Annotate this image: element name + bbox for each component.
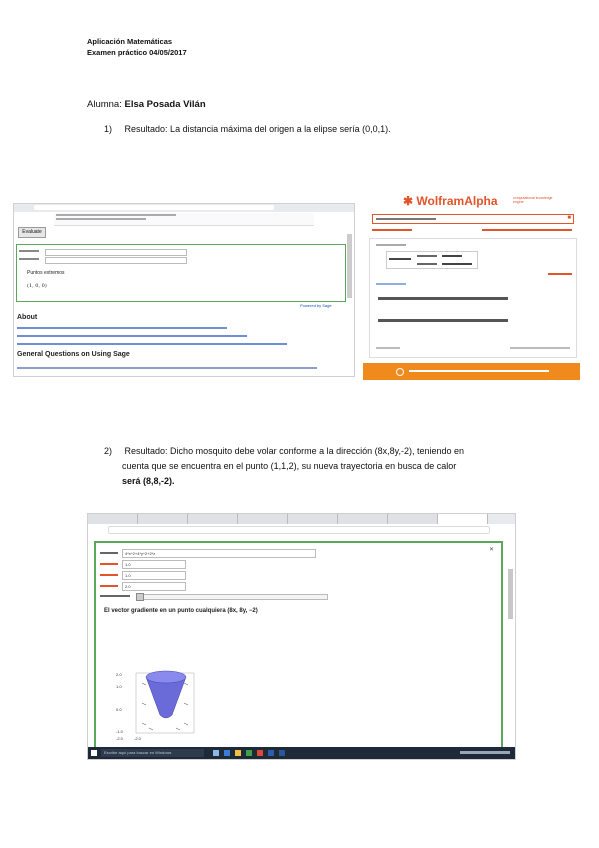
powered-by-link[interactable]: Powered by Sage xyxy=(300,303,332,308)
interact-box xyxy=(94,541,503,751)
taskbar-search-input[interactable]: Escribe aquí para buscar en Windows xyxy=(101,749,204,757)
browser-tab[interactable] xyxy=(238,514,288,524)
x-label xyxy=(100,563,118,565)
browser-tab[interactable] xyxy=(338,514,388,524)
about-line-1 xyxy=(17,327,227,329)
taskbar-app-icon[interactable] xyxy=(268,750,274,756)
q1-text: Resultado: La distancia máxima del origen a la elipse sería (0,0,1). xyxy=(124,124,391,134)
q1-number: 1) xyxy=(104,124,113,134)
taskbar-app-icon[interactable] xyxy=(224,750,230,756)
student-line xyxy=(87,97,206,112)
download-icon xyxy=(396,368,404,376)
input-table xyxy=(386,251,478,269)
screenshot-sage-cell xyxy=(13,203,355,377)
function-field-2[interactable] xyxy=(45,257,187,264)
code-area[interactable] xyxy=(54,213,314,226)
axis-tick: 1.0 xyxy=(116,684,122,689)
slider-track[interactable] xyxy=(136,594,328,600)
browser-tab[interactable] xyxy=(138,514,188,524)
function-field-1[interactable] xyxy=(45,249,187,256)
slider-handle[interactable] xyxy=(136,593,144,601)
course-title: Aplicación Matemáticas xyxy=(87,37,173,46)
z-input[interactable]: 2.0 xyxy=(122,582,186,591)
taskbar-app-icon[interactable] xyxy=(257,750,263,756)
taskbar-app-icon[interactable] xyxy=(213,750,219,756)
scrollbar[interactable] xyxy=(347,234,352,298)
maximum-line-1 xyxy=(378,297,508,300)
axis-tick: 0.0 xyxy=(116,707,122,712)
axis-tick: -2.0 xyxy=(116,736,123,741)
taskbar-app-icon[interactable] xyxy=(279,750,285,756)
wolfram-result-panel xyxy=(369,238,577,358)
about-heading: About xyxy=(17,314,38,321)
x-input[interactable]: 1.0 xyxy=(122,560,186,569)
field-label-1 xyxy=(19,250,39,252)
wolfram-logo: ✱ WolframAlpha xyxy=(403,194,498,208)
q2-line-3: será (8,8,-2). xyxy=(122,476,175,486)
paraboloid-rim xyxy=(146,671,186,683)
browser-tab-active[interactable] xyxy=(438,514,488,524)
function-input[interactable]: 4*x^2+4*y^2+2*z xyxy=(122,549,316,558)
address-bar[interactable] xyxy=(108,526,490,534)
slider-label xyxy=(100,595,130,597)
taskbar-app-icon[interactable] xyxy=(246,750,252,756)
browser-tab[interactable] xyxy=(188,514,238,524)
axis-tick: -2.0 xyxy=(134,736,141,741)
wolfram-toolbar xyxy=(372,228,572,232)
y-input[interactable]: 1.0 xyxy=(122,571,186,580)
browser-tab[interactable] xyxy=(88,514,138,524)
gradient-text: El vector gradiente en un punto cualquiera (8x, 8y, −2) xyxy=(104,608,258,614)
search-submit-icon[interactable]: ■ xyxy=(567,215,571,221)
student-label: Alumna: xyxy=(87,99,122,110)
windows-start-icon[interactable] xyxy=(91,750,97,756)
general-questions-heading: General Questions on Using Sage xyxy=(17,351,130,358)
scrollbar[interactable] xyxy=(508,569,513,619)
general-line xyxy=(17,367,317,369)
y-label xyxy=(100,574,118,576)
q2-block xyxy=(104,444,524,489)
maximum-line-2 xyxy=(378,319,508,322)
wolfram-search-input[interactable] xyxy=(372,214,574,224)
axis-tick: 2.0 xyxy=(116,672,122,677)
q2-line-2: cuenta que se encuentra en el punto (1,1,2), su nueva trayectoria en busca de calor xyxy=(122,461,457,471)
interact-output-box xyxy=(16,244,346,302)
evaluate-button[interactable]: Evaluate xyxy=(18,227,46,238)
close-icon[interactable]: ✕ xyxy=(489,547,495,553)
address-bar[interactable] xyxy=(34,205,274,210)
student-name: Elsa Posada Vilán xyxy=(124,99,206,110)
about-line-2 xyxy=(17,335,247,337)
taskbar-app-icon[interactable] xyxy=(235,750,241,756)
exam-title: Examen práctico 04/05/2017 xyxy=(87,48,187,57)
gradient-3d-plot xyxy=(114,663,204,743)
browser-tab-bar xyxy=(88,514,515,524)
field-label-2 xyxy=(19,258,39,260)
q2-line-1: Resultado: Dicho mosquito debe volar conforme a la dirección (8x,8y,-2), teniendo en xyxy=(124,446,465,456)
system-tray xyxy=(460,751,510,754)
result-label: Puntos extremos xyxy=(27,270,65,276)
screenshot-sage-gradient xyxy=(87,513,516,760)
browser-tab[interactable] xyxy=(388,514,438,524)
q1-line xyxy=(104,122,391,137)
result-value: (1, 0, 0) xyxy=(27,283,47,289)
about-line-3 xyxy=(17,343,287,345)
q2-number: 2) xyxy=(104,446,113,456)
z-label xyxy=(100,585,118,587)
wolfram-star-icon: ✱ xyxy=(403,194,414,208)
funcion-label xyxy=(100,552,118,554)
browser-tab[interactable] xyxy=(288,514,338,524)
windows-taskbar xyxy=(88,747,515,759)
wolfram-promo-banner[interactable] xyxy=(363,363,580,380)
wolfram-tagline: computational knowledge engine xyxy=(513,196,553,204)
axis-tick: -1.0 xyxy=(116,729,123,734)
screenshot-wolfram-alpha xyxy=(363,186,580,380)
